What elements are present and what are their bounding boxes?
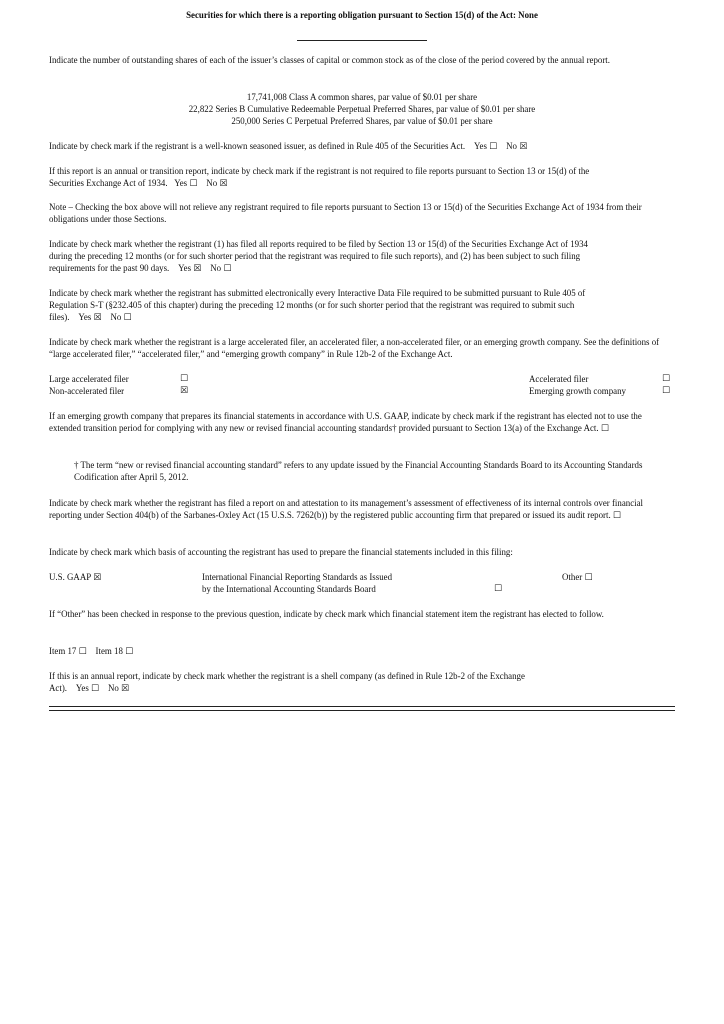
seasoned-no-checkbox[interactable]: ☒ <box>519 142 528 152</box>
seasoned-yes-checkbox[interactable]: ☐ <box>489 142 498 152</box>
interactive-no-checkbox[interactable]: ☐ <box>123 313 132 323</box>
filed-reports-yes-label: Yes <box>178 263 192 273</box>
emerging-growth-checkbox[interactable]: ☐ <box>662 386 671 396</box>
seasoned-no-label: No <box>506 141 517 151</box>
shell-line-1: If this is an annual report, indicate by check mark whether the registrant is a shell company (as defined in Rule 12b-2 of the Exchange <box>49 671 525 681</box>
shell-line-2: Act). <box>49 683 67 693</box>
not-required-no-label: No <box>206 178 218 188</box>
not-required-yes-label: Yes <box>174 178 188 188</box>
attestation-checkbox[interactable]: ☐ <box>612 511 621 522</box>
shares-line-series-c: 250,000 Series C Perpetual Preferred Shares, par value of $0.01 per share <box>231 116 493 126</box>
shares-line-series-b: 22,822 Series B Cumulative Redeemable Perpetual Preferred Shares, par value of $0.01 per share <box>188 104 536 114</box>
filed-reports-line-3: requirements for the past 90 days. <box>49 263 170 273</box>
other-basis-label: Other <box>562 572 583 582</box>
not-required-line-2: Securities Exchange Act of 1934. <box>49 178 168 188</box>
other-basis-checkbox[interactable]: ☐ <box>584 573 593 583</box>
item-options <box>49 645 675 658</box>
other-item-text: If “Other” has been checked in response to the previous question, indicate by check mark which financial statement item the registrant has elected to follow. <box>49 609 604 619</box>
non-accelerated-checkbox[interactable]: ☒ <box>180 386 189 396</box>
filed-reports-question <box>49 262 675 275</box>
filer-status-text: Indicate by check mark whether the registrant is a large accelerated filer, an accelerated filer, a non-accelerated filer, or an emerging growth company. See the definitions of “large accelerated filer,” “accelerated filer,” and “emerging growth company” in Rule 12b-2 of the Exchange Act. <box>49 337 660 360</box>
us-gaap-checkbox[interactable]: ☒ <box>93 573 102 583</box>
basis-options <box>49 571 675 597</box>
item-17-checkbox[interactable]: ☐ <box>78 647 87 657</box>
large-accelerated-checkbox[interactable]: ☐ <box>180 374 189 384</box>
not-required-no-checkbox[interactable]: ☒ <box>219 179 228 189</box>
filer-row-2 <box>49 385 675 397</box>
non-accelerated-label: Non-accelerated filer <box>49 386 125 396</box>
note-text: Note – Checking the box above will not relieve any registrant required to file reports pursuant to Section 13 or 15(d) of the Securities Exchange Act of 1934 from their obligations under those Sections. <box>49 202 642 225</box>
accelerated-checkbox[interactable]: ☐ <box>662 374 671 384</box>
large-accelerated-label: Large accelerated filer <box>49 374 129 384</box>
emerging-growth-label: Emerging growth company <box>529 386 626 396</box>
us-gaap-label: U.S. GAAP <box>49 572 91 582</box>
other-basis-option <box>562 571 593 584</box>
shares-intro: Indicate the number of outstanding shares of each of the issuer’s classes of capital or common stock as of the close of the period covered by the annual report. <box>49 55 610 65</box>
filer-row-1 <box>49 373 675 385</box>
gaap-transition-checkbox[interactable]: ☐ <box>600 424 609 435</box>
filed-reports-yes-checkbox[interactable]: ☒ <box>193 264 202 274</box>
filed-reports-no-label: No <box>210 263 222 273</box>
shell-question <box>49 682 675 695</box>
shares-line-class-a: 17,741,008 Class A common shares, par value of $0.01 per share <box>246 92 478 102</box>
bottom-double-rule <box>49 706 675 711</box>
not-required-line-1: If this report is an annual or transition report, indicate by check mark if the registrant is not required to file reports pursuant to Section 13 or 15(d) of the <box>49 166 590 176</box>
shell-yes-label: Yes <box>75 683 89 693</box>
interactive-no-label: No <box>110 312 122 322</box>
filed-reports-line-1: Indicate by check mark whether the registrant (1) has filed all reports required to be filed by Section 13 or 15(d) of the Securities Exchange Act of 1934 <box>49 239 588 249</box>
attestation-text: Indicate by check mark whether the registrant has filed a report on and attestation to its management’s assessment of effectiveness of its internal controls over financial reporting under Section 404(b) of the Sarbanes-Oxley Act (15 U.S.S. 7262(b)) by the registered public accounting firm that prepared or issued its audit report. <box>49 498 644 521</box>
interactive-line-2: Regulation S-T (§232.405 of this chapter) during the preceding 12 months (or for such shorter period that the registrant was required to submit such <box>49 300 575 310</box>
seasoned-yes-label: Yes <box>474 141 487 151</box>
title-divider <box>297 40 427 41</box>
gaap-transition-text: If an emerging growth company that prepares its financial statements in accordance with U.S. GAAP, indicate by check mark if the registrant has elected not to use the extended transition period for complying with any new or revised financial accounting standards† provided pursuant to Section 13(a) of the Exchange Act. <box>49 411 642 434</box>
not-required-question <box>49 177 675 190</box>
ifrs-label-line-2: by the International Accounting Standards Board <box>202 584 376 594</box>
shell-no-checkbox[interactable]: ☒ <box>121 684 130 694</box>
ifrs-checkbox[interactable]: ☐ <box>494 584 503 594</box>
accounting-standard-footnote: † The term “new or revised financial accounting standard” refers to any update issued by the Financial Accounting Standards Board to its Accounting Standards Codification after April 5, 2012. <box>74 460 643 483</box>
attestation-question <box>49 497 675 522</box>
ifrs-label-line-1: International Financial Reporting Standards as Issued <box>202 572 393 582</box>
interactive-line-3: files). <box>49 312 70 322</box>
filed-reports-line-2: during the preceding 12 months (or for such shorter period that the registrant was required to file such reports), and (2) has been subject to such filing <box>49 251 581 261</box>
shell-no-label: No <box>107 683 119 693</box>
gaap-transition-question <box>49 410 675 435</box>
item-18-checkbox[interactable]: ☐ <box>125 647 134 657</box>
interactive-yes-checkbox[interactable]: ☒ <box>93 313 102 323</box>
item-18-label: Item 18 <box>95 646 123 656</box>
interactive-line-1: Indicate by check mark whether the registrant has submitted electronically every Interactive Data File required to be submitted pursuant to Rule 405 of <box>49 288 586 298</box>
basis-text: Indicate by check mark which basis of accounting the registrant has used to prepare the financial statements included in this filing: <box>49 547 513 557</box>
seasoned-issuer-text: Indicate by check mark if the registrant is a well-known seasoned issuer, as defined in Rule 405 of the Securities Act. <box>49 141 466 151</box>
page-title: Securities for which there is a reporting obligation pursuant to Section 15(d) of the Act: None <box>186 10 538 20</box>
us-gaap-option <box>49 571 101 584</box>
accelerated-label: Accelerated filer <box>529 374 589 384</box>
not-required-yes-checkbox[interactable]: ☐ <box>189 179 198 189</box>
seasoned-issuer-question <box>49 140 675 153</box>
filed-reports-no-checkbox[interactable]: ☐ <box>223 264 232 274</box>
item-17-label: Item 17 <box>49 646 77 656</box>
interactive-question <box>49 311 675 324</box>
interactive-yes-label: Yes <box>78 312 92 322</box>
shell-yes-checkbox[interactable]: ☐ <box>91 684 100 694</box>
